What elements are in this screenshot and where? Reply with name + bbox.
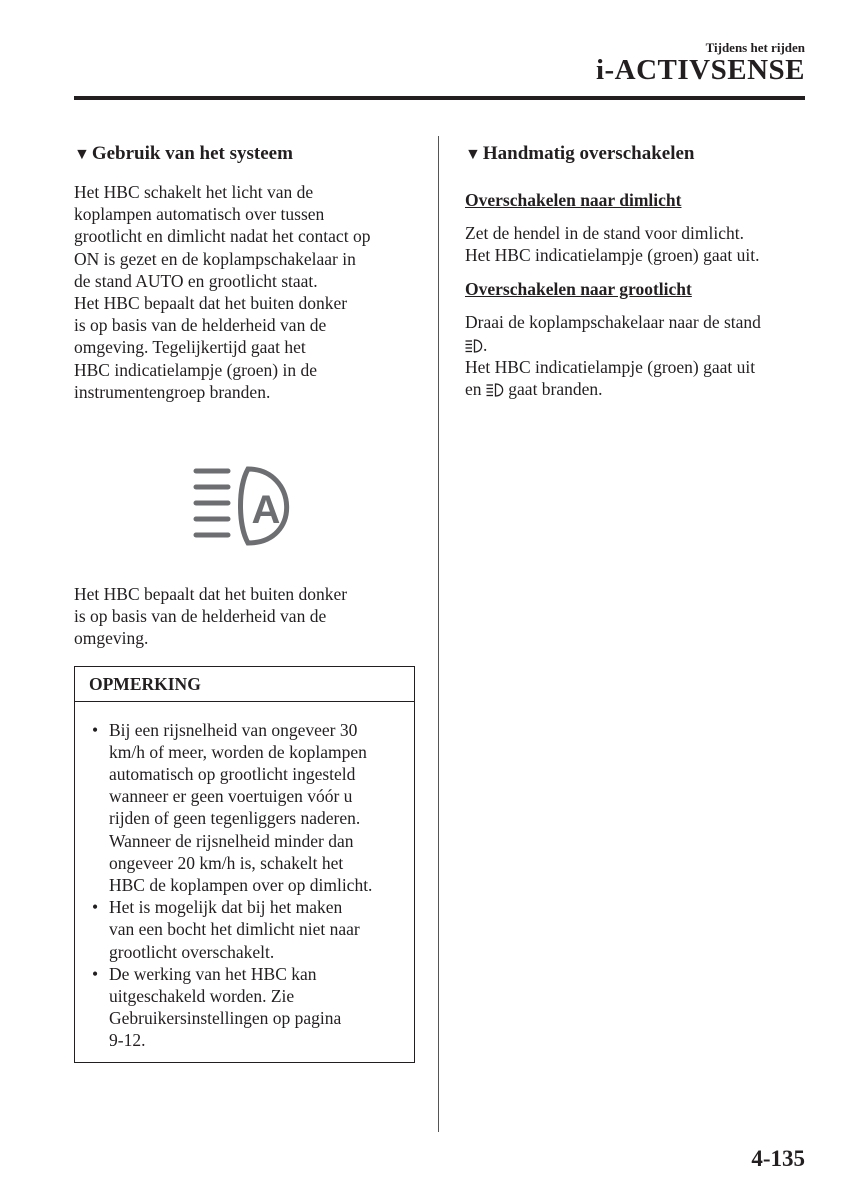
- left-column: [74, 142, 418, 1063]
- hbc-icon-container: [74, 403, 418, 583]
- note-item: • De werking van het HBC kan uitgeschakeld worden. Zie Gebruikersinstellingen op pagina 9-12.: [92, 963, 342, 1051]
- detection-paragraph: Het HBC bepaalt dat het buiten donker is op basis van de helderheid van de omgeving.: [74, 584, 348, 649]
- note-item: • Het is mogelijk dat bij het maken van een bocht het dimlicht niet naar grootlicht overschakelt.: [92, 897, 360, 962]
- triangle-marker-icon: ▼: [74, 146, 90, 163]
- note-list: [75, 702, 414, 1062]
- dim-paragraph: Zet de hendel in de stand voor dimlicht. Het HBC indicatielampje (groen) gaat uit.: [465, 223, 760, 266]
- triangle-marker-icon: ▼: [465, 146, 481, 163]
- column-divider: [438, 136, 439, 1132]
- note-box: [74, 666, 415, 1063]
- header-section-label: Tijdens het rijden: [705, 40, 805, 55]
- high-paragraph: Draai de koplampschakelaar naar de stand . Het HBC indicatielampje (groen) gaat uit en gaat branden.: [465, 312, 761, 400]
- section-heading-usage: ▼ Gebruik van het systeem: [74, 143, 293, 164]
- usage-paragraph: Het HBC schakelt het licht van de koplampen automatisch over tussen grootlicht en dimlicht nadat het contact op ON is gezet en de koplampschakelaar in de stand AUTO en grootlicht staat. Het HBC bepaalt dat het buiten donker is op basis van de helderheid van de omgeving. Tegelijkertijd gaat het HBC indicatielampje (groen) in de instrumentengroep branden.: [74, 182, 371, 402]
- page-number: 4-135: [751, 1146, 805, 1171]
- header-rule: [74, 96, 805, 100]
- subheading-high: Overschakelen naar grootlicht: [465, 279, 692, 300]
- high-beam-icon: [465, 339, 483, 353]
- right-column: [465, 142, 810, 400]
- svg-text:A: A: [251, 488, 281, 533]
- note-item: • Bij een rijsnelheid van ongeveer 30 km/h of meer, worden de koplampen automatisch op grootlicht ingesteld wanneer er geen voertuigen vóór u rijden of geen tegenliggers naderen. Wanneer de rijsnelheid minder dan ongeveer 20 km/h is, schakelt het HBC de koplampen over op dimlicht.: [92, 719, 373, 896]
- section-heading-manual: ▼ Handmatig overschakelen: [465, 143, 695, 164]
- high-beam-icon: [486, 383, 504, 397]
- subheading-dim: Overschakelen naar dimlicht: [465, 190, 682, 210]
- note-title: OPMERKING: [75, 667, 414, 702]
- page-title: i-ACTIVSENSE: [595, 54, 805, 86]
- hbc-auto-headlight-icon: [192, 465, 302, 547]
